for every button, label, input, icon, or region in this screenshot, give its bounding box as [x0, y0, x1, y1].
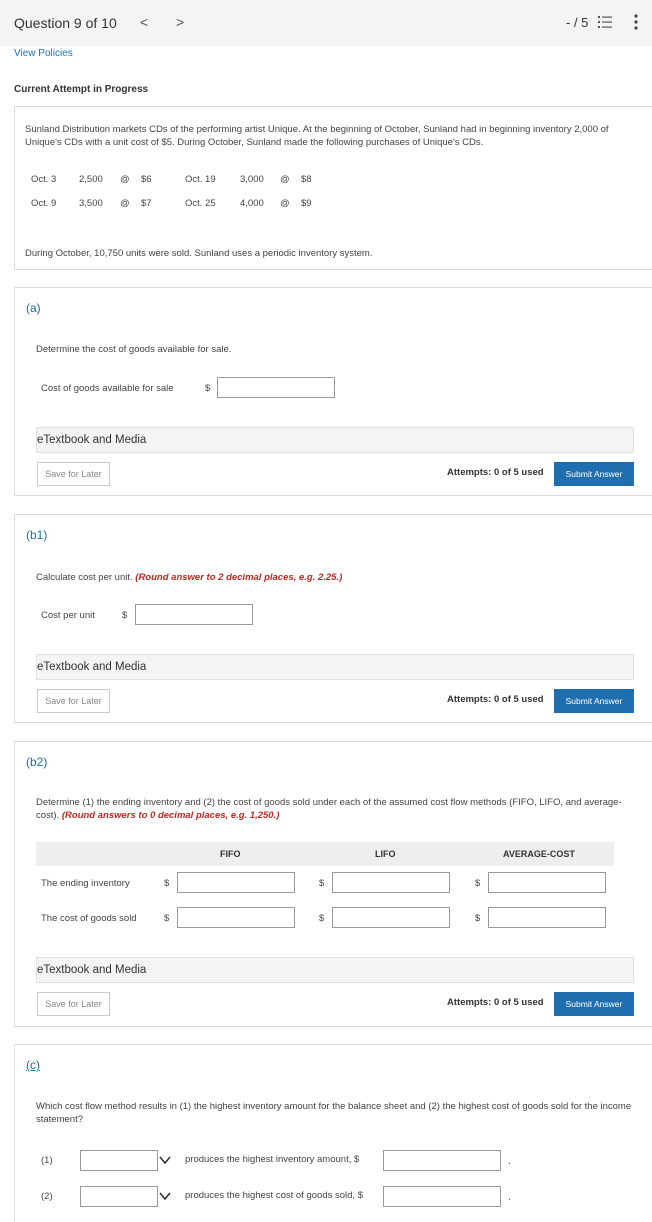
dollar-sign: $ [164, 878, 170, 889]
purchase-cost: $7 [141, 198, 152, 209]
cost-of-goods-available-label: Cost of goods available for sale [41, 383, 174, 394]
column-lifo: LIFO [375, 849, 396, 859]
etextbook-label: eTextbook and Media [37, 434, 147, 446]
cost-of-goods-sold-label: The cost of goods sold [41, 913, 137, 924]
dollar-sign: $ [319, 878, 325, 889]
cogs-average-input[interactable] [488, 907, 606, 928]
previous-question-button[interactable]: < [140, 14, 149, 30]
row-number: (1) [41, 1155, 53, 1166]
table-header [36, 842, 614, 866]
highest-cogs-amount-input[interactable] [383, 1186, 501, 1207]
part-c-instruction: Which cost flow method results in (1) the highest inventory amount for the balance sheet and (2) the highest cost of goods sold for the income statement? [36, 1101, 632, 1125]
part-b2-label: (b2) [26, 755, 48, 769]
purchase-qty: 2,500 [79, 174, 103, 185]
problem-statement [14, 106, 652, 270]
save-for-later-button[interactable]: Save for Later [37, 689, 110, 713]
attempts-counter: Attempts: 0 of 5 used [447, 997, 544, 1008]
part-c-label: (c) [26, 1058, 40, 1072]
cost-per-unit-label: Cost per unit [41, 610, 95, 621]
purchase-at: @ [120, 174, 130, 185]
row-number: (2) [41, 1191, 53, 1202]
highest-cogs-text: produces the highest cost of goods sold, $ [185, 1190, 363, 1201]
score-display: - / 5 [566, 15, 589, 30]
ending-inventory-lifo-input[interactable] [332, 872, 450, 893]
purchase-date: Oct. 25 [185, 198, 216, 209]
highest-cogs-method-select[interactable] [80, 1186, 158, 1207]
purchase-qty: 4,000 [240, 198, 264, 209]
etextbook-media-bar[interactable] [36, 957, 634, 983]
submit-answer-button[interactable]: Submit Answer [554, 992, 634, 1016]
part-b1 [14, 514, 652, 723]
purchase-date: Oct. 9 [31, 198, 57, 209]
etextbook-media-bar[interactable] [36, 427, 634, 453]
rounding-note: (Round answer to 2 decimal places, e.g. 2.25.) [135, 572, 343, 583]
part-a-label: (a) [26, 301, 41, 315]
part-b1-label: (b1) [26, 528, 48, 542]
etextbook-label: eTextbook and Media [37, 661, 147, 673]
submit-answer-button[interactable]: Submit Answer [554, 462, 634, 486]
part-a [14, 287, 652, 496]
column-average-cost: AVERAGE-COST [503, 849, 575, 859]
dollar-sign: $ [122, 610, 128, 621]
column-fifo: FIFO [220, 849, 241, 859]
purchase-cost: $8 [301, 174, 312, 185]
part-c [14, 1044, 652, 1222]
highest-inventory-text: produces the highest inventory amount, $ [185, 1154, 360, 1165]
cost-per-unit-input[interactable] [135, 604, 253, 625]
part-a-instruction: Determine the cost of goods available for sale. [36, 344, 232, 355]
cogs-fifo-input[interactable] [177, 907, 295, 928]
dollar-sign: $ [319, 913, 325, 924]
chevron-down-icon [159, 1191, 171, 1201]
cogs-lifo-input[interactable] [332, 907, 450, 928]
save-for-later-button[interactable]: Save for Later [37, 462, 110, 486]
period: . [508, 1156, 511, 1167]
period: . [508, 1192, 511, 1203]
purchase-cost: $6 [141, 174, 152, 185]
ending-inventory-label: The ending inventory [41, 878, 130, 889]
rounding-note: (Round answers to 0 decimal places, e.g. 1,250.) [61, 810, 280, 821]
purchase-date: Oct. 19 [185, 174, 216, 185]
purchase-date: Oct. 3 [31, 174, 57, 185]
purchase-qty: 3,000 [240, 174, 264, 185]
ending-inventory-fifo-input[interactable] [177, 872, 295, 893]
purchase-cost: $9 [301, 198, 312, 209]
purchase-at: @ [280, 198, 290, 209]
dollar-sign: $ [205, 383, 211, 394]
save-for-later-button[interactable]: Save for Later [37, 992, 110, 1016]
view-policies-link[interactable]: View Policies [14, 48, 73, 59]
instruction-text: Determine (1) the ending inventory and (2) the cost of goods sold under each of the assumed cost flow methods (FIFO, LIFO, and average-cost). [36, 797, 622, 821]
units-sold-text: During October, 10,750 units were sold. Sunland uses a periodic inventory system. [25, 248, 373, 259]
highest-inventory-method-select[interactable] [80, 1150, 158, 1171]
part-b2 [14, 741, 652, 1027]
purchase-at: @ [120, 198, 130, 209]
ending-inventory-average-input[interactable] [488, 872, 606, 893]
question-number: Question 9 of 10 [14, 15, 117, 31]
dollar-sign: $ [475, 878, 481, 889]
dollar-sign: $ [475, 913, 481, 924]
attempt-title: Current Attempt in Progress [14, 84, 149, 95]
dollar-sign: $ [164, 913, 170, 924]
chevron-down-icon [159, 1155, 171, 1165]
purchase-at: @ [280, 174, 290, 185]
attempts-counter: Attempts: 0 of 5 used [447, 467, 544, 478]
cost-of-goods-available-input[interactable] [217, 377, 335, 398]
attempts-counter: Attempts: 0 of 5 used [447, 694, 544, 705]
list-icon[interactable] [598, 16, 612, 28]
submit-answer-button[interactable]: Submit Answer [554, 689, 634, 713]
highest-inventory-amount-input[interactable] [383, 1150, 501, 1171]
instruction-text: Calculate cost per unit. [36, 572, 133, 583]
problem-text: Sunland Distribution markets CDs of the performing artist Unique. At the beginning of October, Sunland had in beginning inventory 2,000 of Unique's CDs with a unit cost of $5. During October, Sunland made the following purchases of Unique's CDs. [25, 124, 609, 148]
part-b1-instruction [36, 571, 636, 584]
more-vertical-icon[interactable] [633, 14, 639, 30]
top-bar [0, 0, 652, 46]
part-b2-instruction [36, 796, 636, 822]
next-question-button[interactable]: > [176, 14, 185, 30]
etextbook-media-bar[interactable] [36, 654, 634, 680]
etextbook-label: eTextbook and Media [37, 964, 147, 976]
purchase-qty: 3,500 [79, 198, 103, 209]
